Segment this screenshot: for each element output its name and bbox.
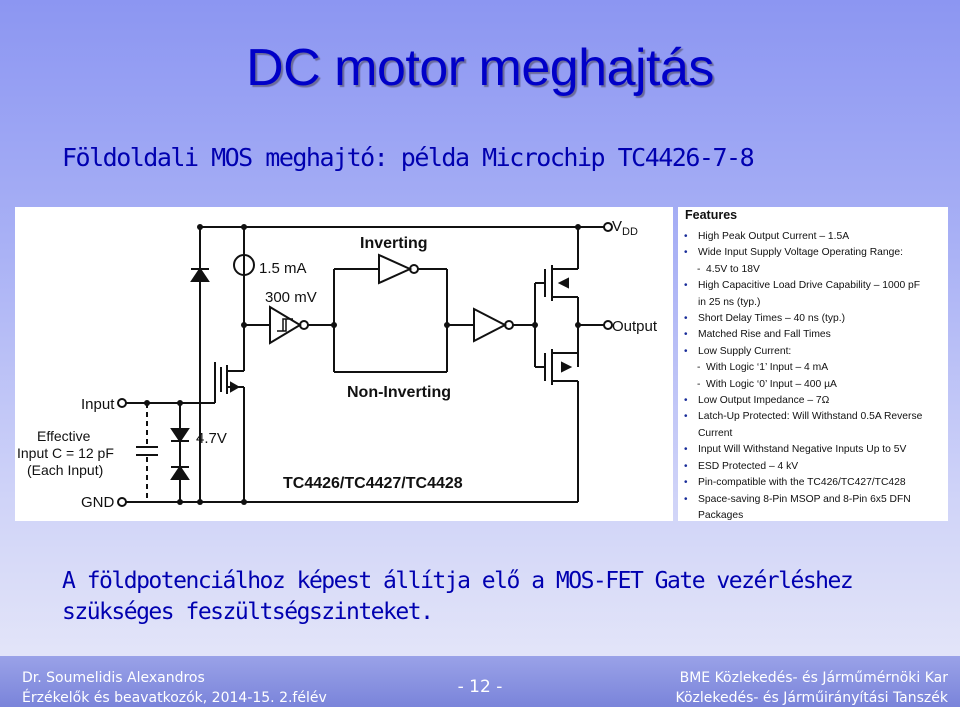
feature-text: Pin-compatible with the TC426/TC427/TC428	[698, 477, 906, 489]
feature-item	[682, 360, 944, 376]
feature-item	[682, 492, 944, 508]
feature-text: With Logic ‘0’ Input – 400 µA	[706, 378, 837, 390]
feature-text: High Capacitive Load Drive Capability – 1000 pF	[698, 280, 921, 292]
slide-subtitle: Földoldali MOS meghajtó: példa Microchip TC4426-7-8	[62, 143, 754, 172]
feature-item	[682, 311, 944, 327]
feature-item	[682, 278, 944, 294]
label-effective-1: Effective	[37, 428, 91, 444]
bullet-glyph: •	[684, 231, 688, 242]
features-list	[682, 229, 944, 524]
feature-text: Current	[698, 427, 733, 439]
label-effective-2: Input C = 12 pF	[17, 445, 114, 461]
feature-text: 4.5V to 18V	[706, 263, 760, 275]
label-zener: 4.7V	[196, 430, 227, 447]
feature-text: Matched Rise and Fall Times	[698, 329, 831, 341]
bullet-glyph: •	[684, 313, 688, 325]
feature-text: Low Supply Current:	[698, 345, 792, 357]
feature-item	[682, 459, 944, 475]
feature-text: Low Output Impedance – 7Ω	[698, 395, 830, 407]
label-output: Output	[612, 318, 658, 335]
bullet-glyph: •	[684, 247, 688, 259]
feature-text: Short Delay Times – 40 ns (typ.)	[698, 313, 846, 325]
features-panel	[678, 207, 948, 521]
bullet-glyph: •	[684, 345, 688, 357]
feature-item	[682, 245, 944, 261]
feature-text: Packages	[698, 509, 744, 521]
footer-course: Érzékelők és beavatkozók, 2014-15. 2.félév	[22, 690, 327, 706]
footer	[0, 656, 960, 707]
footer-author: Dr. Soumelidis Alexandros	[22, 670, 205, 686]
label-gnd: GND	[81, 494, 115, 511]
dash-glyph: -	[697, 362, 701, 374]
footer-department: Közlekedés- és Járműirányítási Tanszék	[675, 690, 948, 706]
label-inverting: Inverting	[360, 235, 428, 252]
feature-text: ESD Protected – 4 kV	[698, 460, 799, 472]
label-vdd: $V_{DD}$	[612, 218, 638, 238]
feature-item	[682, 508, 944, 524]
schematic-diagram	[15, 207, 673, 521]
body-line-2: szükséges feszültségszinteket.	[62, 599, 433, 625]
feature-item	[682, 377, 944, 393]
bullet-glyph: •	[684, 411, 688, 423]
feature-item	[682, 295, 944, 311]
body-text	[62, 566, 922, 628]
feature-text: Latch-Up Protected: Will Withstand 0.5A Reverse	[698, 411, 923, 423]
label-input: Input	[81, 396, 115, 413]
feature-item	[682, 426, 944, 442]
feature-item	[682, 393, 944, 409]
features-heading: Features	[685, 208, 738, 222]
feature-text: Input Will Withstand Negative Inputs Up to 5V	[698, 444, 907, 456]
label-non-inverting: Non-Inverting	[347, 384, 451, 401]
feature-item	[682, 327, 944, 343]
feature-text: Wide Input Supply Voltage Operating Range:	[698, 247, 903, 259]
footer-right	[675, 668, 948, 708]
bullet-glyph: •	[684, 395, 688, 407]
footer-faculty: BME Közlekedés- és Járműmérnöki Kar	[679, 670, 948, 686]
label-effective-3: (Each Input)	[27, 462, 104, 478]
feature-text: Space-saving 8-Pin MSOP and 8-Pin 6x5 DFN	[698, 493, 911, 505]
body-line-1: A földpotenciálhoz képest állítja elő a MOS-FET Gate vezérléshez	[62, 568, 853, 594]
bullet-glyph: •	[684, 493, 688, 505]
label-threshold: 300 mV	[265, 289, 317, 306]
feature-text: High Peak Output Current – 1.5A	[698, 231, 850, 242]
feature-item	[682, 262, 944, 278]
bullet-glyph: •	[684, 444, 688, 456]
dash-glyph: -	[697, 263, 701, 275]
bullet-glyph: •	[684, 280, 688, 292]
feature-item	[682, 442, 944, 458]
feature-text: With Logic ‘1’ Input – 4 mA	[706, 362, 829, 374]
schematic-svg	[15, 207, 673, 521]
label-part-number: TC4426/TC4427/TC4428	[283, 475, 463, 492]
feature-item	[682, 409, 944, 425]
bullet-glyph: •	[684, 329, 688, 341]
feature-text: in 25 ns (typ.)	[698, 296, 761, 308]
feature-item	[682, 229, 944, 245]
bullet-glyph: •	[684, 477, 688, 489]
page-number: - 12 -	[457, 677, 503, 697]
slide-title: DC motor meghajtás	[246, 39, 714, 97]
bullet-glyph: •	[684, 460, 688, 472]
feature-item	[682, 344, 944, 360]
dash-glyph: -	[697, 378, 701, 390]
footer-left	[22, 668, 327, 708]
label-current: 1.5 mA	[259, 260, 307, 277]
feature-item	[682, 475, 944, 491]
